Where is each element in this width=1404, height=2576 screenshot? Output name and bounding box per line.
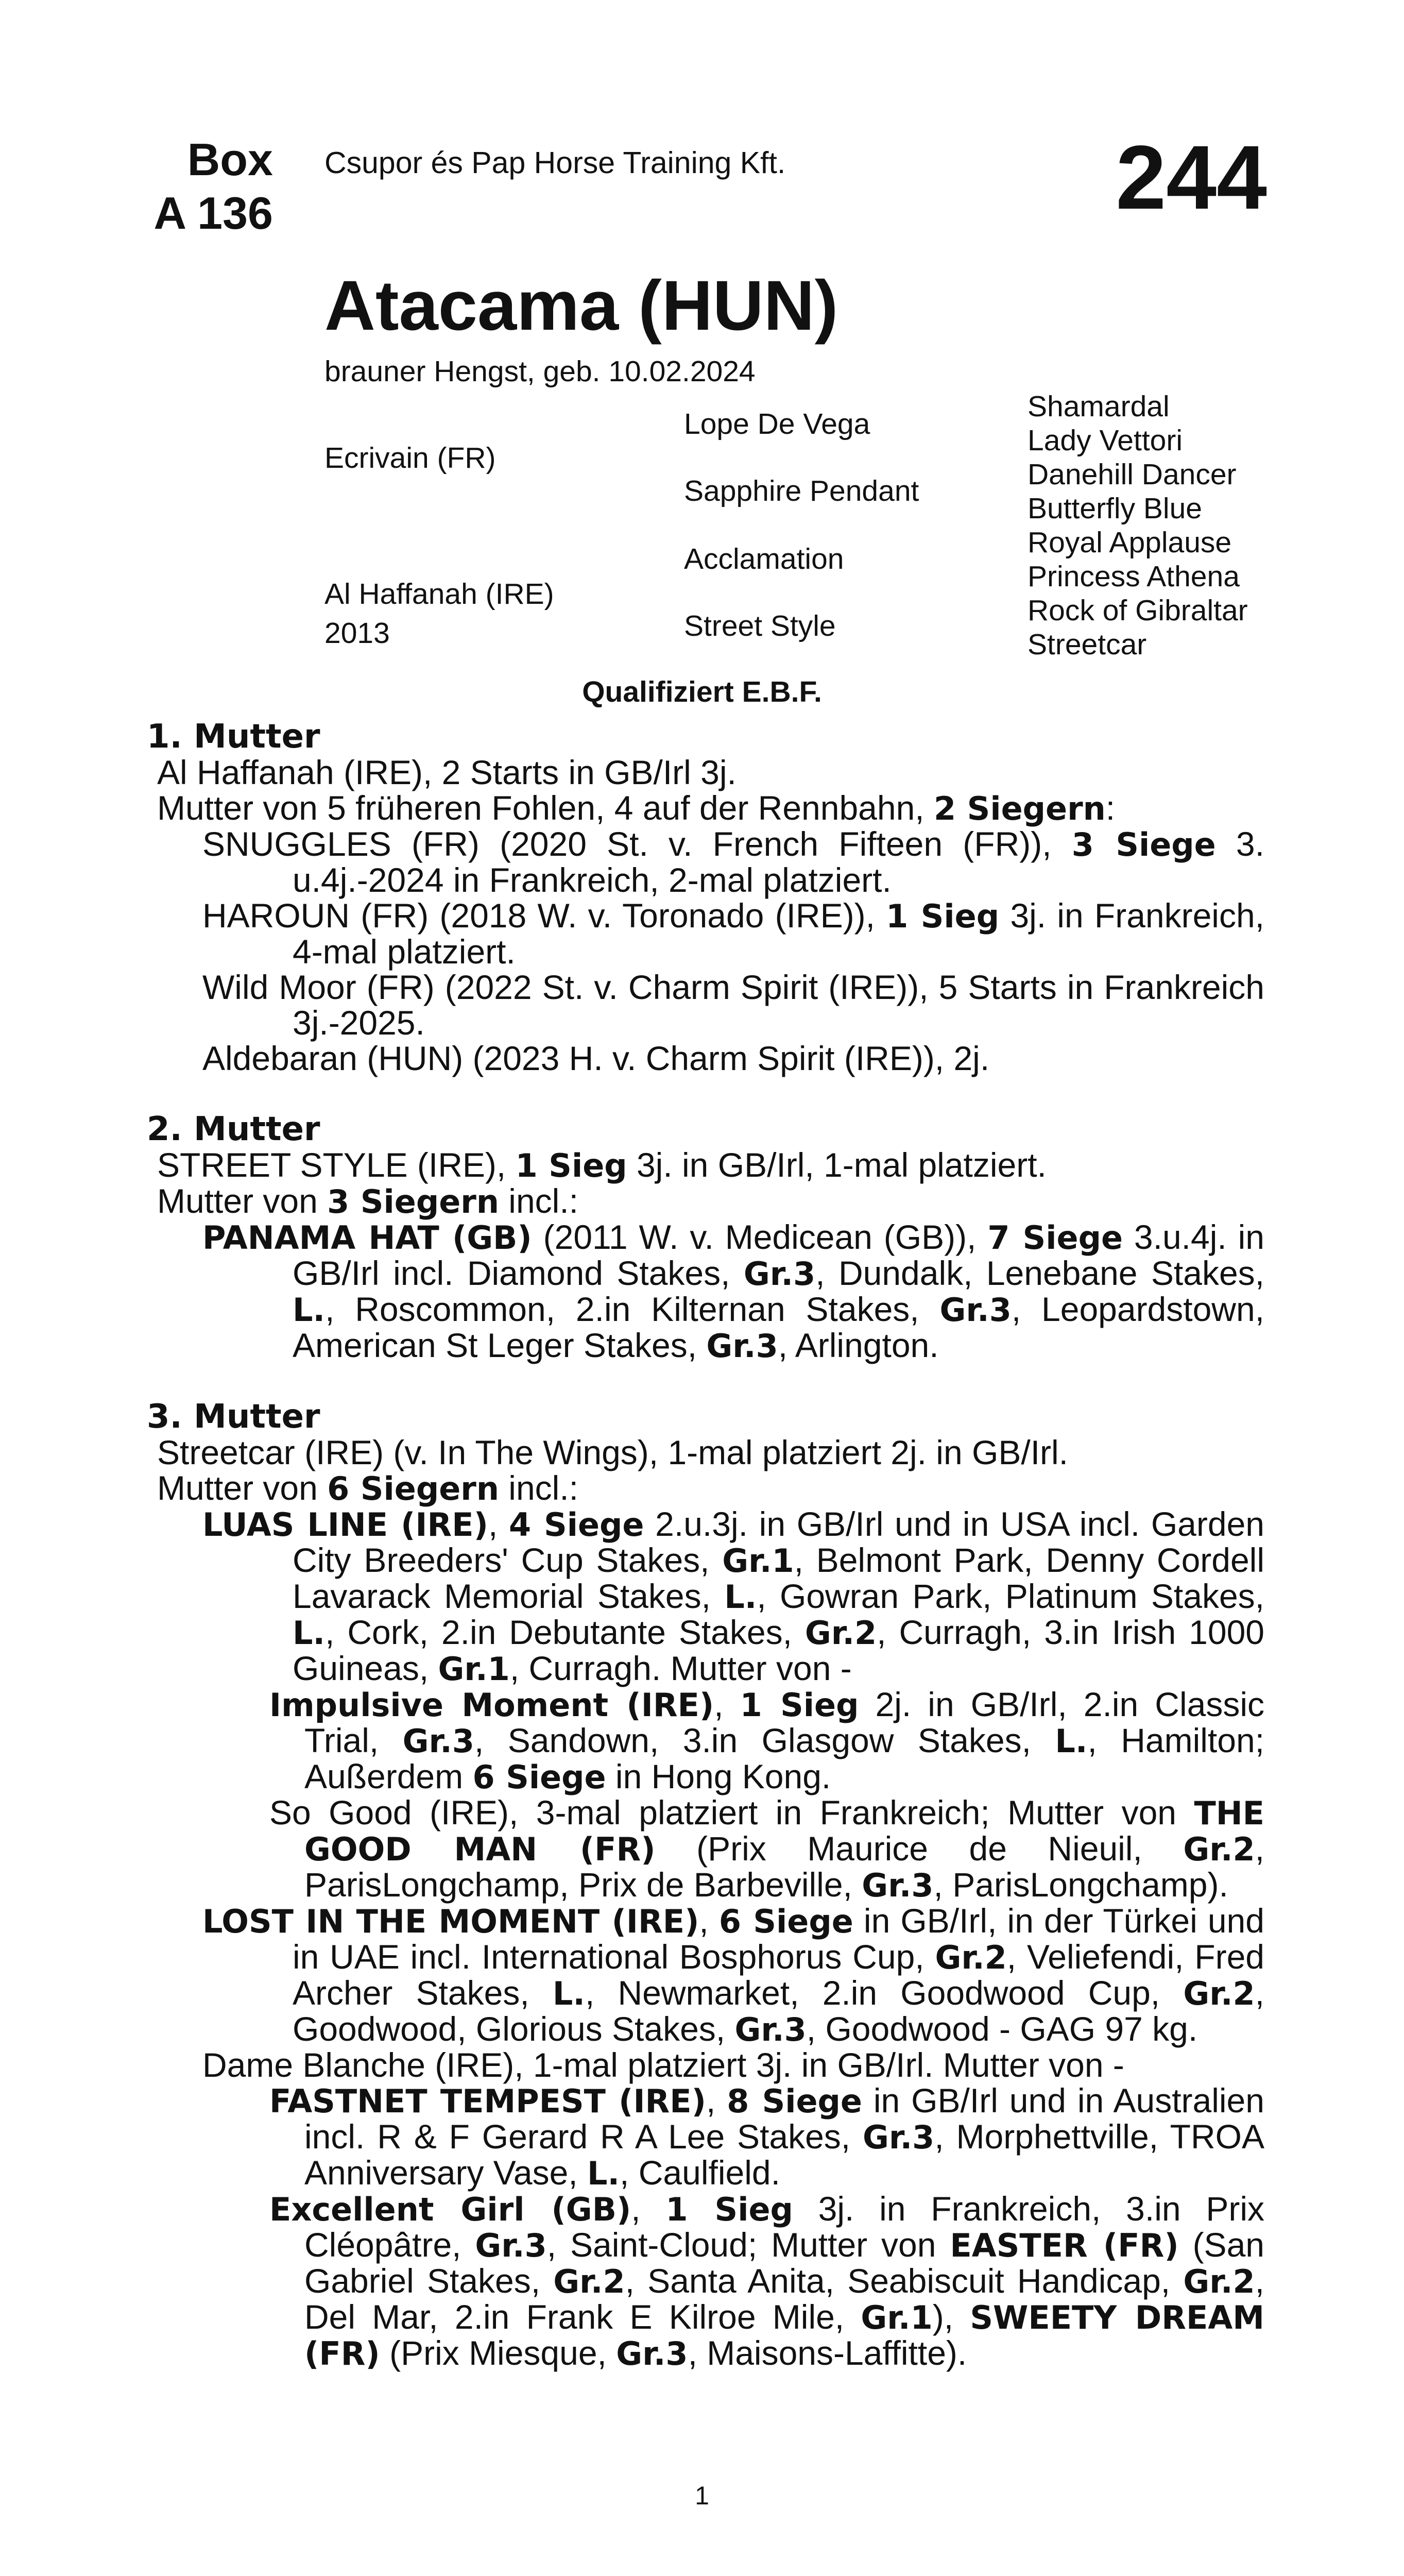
- pedigree-gen3-item: Royal Applause: [1028, 526, 1232, 559]
- pedigree-gen3-item: Rock of Gibraltar: [1028, 594, 1248, 627]
- produce-entry: SNUGGLES (FR) (2020 St. v. French Fifteen (FR)), 3 Siege 3. u.4j.-2024 in Frankreich, 2-mal platziert.: [202, 825, 1264, 899]
- pedigree-dam: Al Haffanah (IRE): [324, 578, 554, 611]
- produce-entry: Aldebaran (HUN) (2023 H. v. Charm Spirit (IRE)), 2j.: [202, 1039, 990, 1077]
- pedigree-gen3-item: Lady Vettori: [1028, 424, 1183, 457]
- third-dam-heading: 3. Mutter: [147, 1398, 320, 1436]
- box-number: A 136: [153, 188, 273, 239]
- third-dam-summary: Streetcar (IRE) (v. In The Wings), 1-mal platziert 2j. in GB/Irl.: [157, 1433, 1069, 1471]
- pedigree-sire-dam: Sapphire Pendant: [684, 474, 919, 507]
- second-dam-produce: Mutter von 3 Siegern incl.:: [157, 1182, 579, 1221]
- produce-entry: LOST IN THE MOMENT (IRE), 6 Siege in GB/Irl, in der Türkei und in UAE incl. International Bosphorus Cup, Gr.2, Veliefendi, Fred Archer Stakes, L., Newmarket, 2.in Goodwood Cup, Gr.2, Goodwood, Glorious Stakes, Gr.3, Goodwood - GAG 97 kg.: [202, 1902, 1264, 2048]
- pedigree-gen3-item: Danehill Dancer: [1028, 458, 1237, 491]
- lot-number: 244: [1116, 127, 1267, 228]
- grand-produce-entry: FASTNET TEMPEST (IRE), 8 Siege in GB/Irl und in Australien incl. R & F Gerard R A Lee Stakes, Gr.3, Morphettville, TROA Anniversary Vase, L., Caulfield.: [269, 2081, 1264, 2192]
- second-dam-heading: 2. Mutter: [147, 1110, 320, 1148]
- qualification-note: Qualifiziert E.B.F.: [582, 675, 822, 708]
- grand-produce-entry: Impulsive Moment (IRE), 1 Sieg 2j. in GB/Irl, 2.in Classic Trial, Gr.3, Sandown, 3.in Glasgow Stakes, L., Hamilton; Außerdem 6 Siege in Hong Kong.: [269, 1685, 1264, 1796]
- produce-entry: Dame Blanche (IRE), 1-mal platziert 3j. in GB/Irl. Mutter von -: [202, 2046, 1124, 2084]
- grand-produce-entry: So Good (IRE), 3-mal platziert in Frankreich; Mutter von THE GOOD MAN (FR) (Prix Maurice de Nieuil, Gr.2, ParisLongchamp, Prix de Barbeville, Gr.3, ParisLongchamp).: [269, 1793, 1264, 1904]
- pedigree-dam-dam: Street Style: [684, 609, 836, 642]
- horse-name: Atacama (HUN): [324, 266, 838, 345]
- pedigree-gen3-item: Butterfly Blue: [1028, 492, 1202, 525]
- horse-description: brauner Hengst, geb. 10.02.2024: [324, 355, 756, 388]
- box-label: [144, 133, 273, 240]
- family-section: [147, 719, 1264, 2371]
- trainer-name: Csupor és Pap Horse Training Kft.: [324, 146, 786, 180]
- third-dam-produce: Mutter von 6 Siegern incl.:: [157, 1469, 579, 1507]
- produce-entry: HAROUN (FR) (2018 W. v. Toronado (IRE)), 1 Sieg 3j. in Frankreich, 4-mal platziert.: [202, 896, 1265, 971]
- produce-entry: PANAMA HAT (GB) (2011 W. v. Medicean (GB)), 7 Siege 3.u.4j. in GB/Irl incl. Diamond Stakes, Gr.3, Dundalk, Lenebane Stakes, L., Roscommon, 2.in Kilternan Stakes, Gr.3, Leopardstown, American St Leger Stakes, Gr.3, Arlington.: [202, 1218, 1265, 1365]
- pedigree-gen3: [1028, 389, 1248, 662]
- first-dam-heading: 1. Mutter: [147, 718, 320, 756]
- produce-entry: LUAS LINE (IRE), 4 Siege 2.u.3j. in GB/Irl und in USA incl. Garden City Breeders' Cup Stakes, Gr.1, Belmont Park, Denny Cordell Lavarack Memorial Stakes, L., Gowran Park, Platinum Stakes, L., Cork, 2.in Debutante Stakes, Gr.2, Curragh, 3.in Irish 1000 Guineas, Gr.1, Curragh. Mutter von -: [202, 1505, 1264, 1688]
- second-dam-summary: STREET STYLE (IRE), 1 Sieg 3j. in GB/Irl, 1-mal platziert.: [157, 1146, 1047, 1184]
- pedigree-sire-sire: Lope De Vega: [684, 408, 870, 440]
- first-dam-produce: Mutter von 5 früheren Fohlen, 4 auf der Rennbahn, 2 Siegern:: [157, 789, 1116, 827]
- pedigree-gen3-item: Princess Athena: [1028, 560, 1240, 593]
- pedigree-gen3-item: Streetcar: [1028, 628, 1147, 661]
- pedigree-sire: Ecrivain (FR): [324, 442, 496, 474]
- page-number: 1: [695, 2481, 709, 2510]
- grand-produce-entry: Excellent Girl (GB), 1 Sieg 3j. in Frankreich, 3.in Prix Cléopâtre, Gr.3, Saint-Cloud; Mutter von EASTER (FR) (San Gabriel Stakes, Gr.2, Santa Anita, Seabiscuit Handicap, Gr.2, Del Mar, 2.in Frank E Kilroe Mile, Gr.1), SWEETY DREAM (FR) (Prix Miesque, Gr.3, Maisons-Laffitte).: [269, 2190, 1264, 2372]
- box-word: Box: [187, 134, 273, 185]
- first-dam-summary: Al Haffanah (IRE), 2 Starts in GB/Irl 3j.: [157, 753, 737, 791]
- pedigree-dam-sire: Acclamation: [684, 543, 844, 575]
- produce-entry: Wild Moor (FR) (2022 St. v. Charm Spirit (IRE)), 5 Starts in Frankreich 3j.-2025.: [202, 968, 1264, 1042]
- pedigree-gen3-item: Shamardal: [1028, 390, 1170, 423]
- pedigree-dam-year: 2013: [324, 617, 390, 650]
